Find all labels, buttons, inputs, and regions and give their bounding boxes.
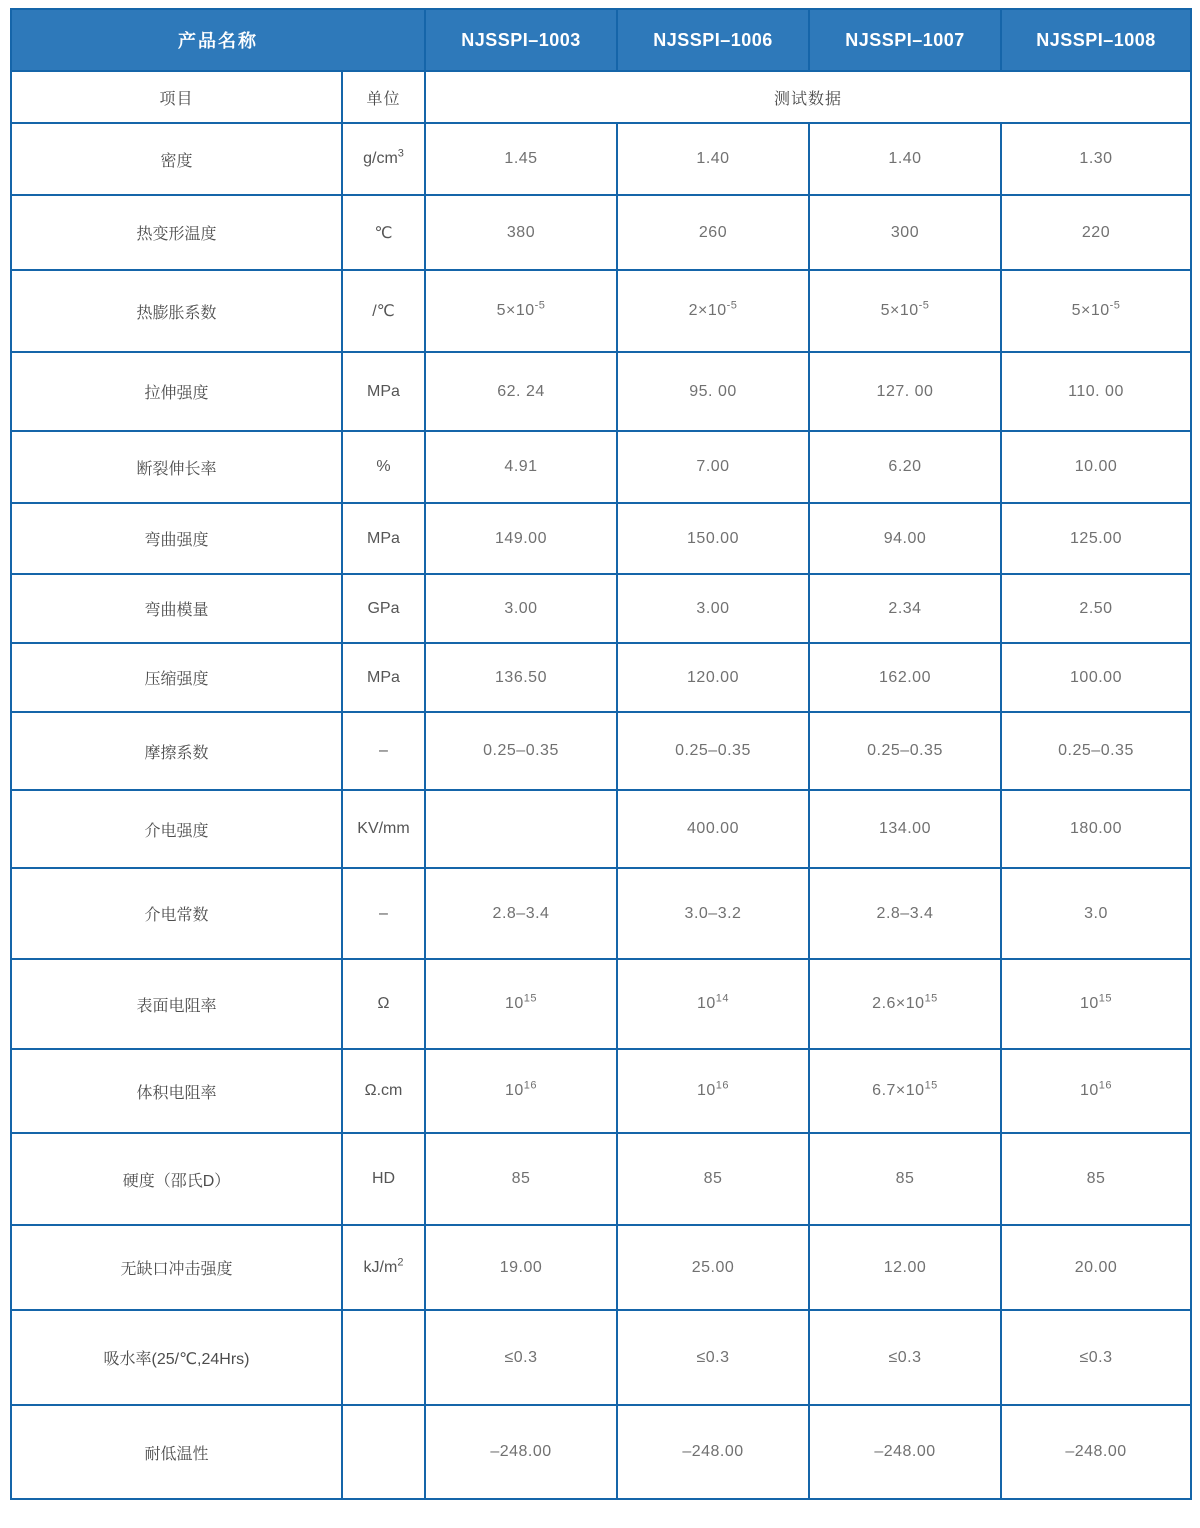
value-cell: $2.6\times 10^{15}$ [809,959,1001,1049]
value-cell: 134.00 [809,790,1001,868]
subheader-row [11,71,1191,123]
value-cell: $5\times 10^{-5}$ [809,270,1001,352]
value-cell: 20.00 [1001,1225,1191,1310]
value-cell: 400.00 [617,790,809,868]
unit-cell: % [342,431,425,503]
item-label: 介电常数 [11,868,342,959]
value-cell: 94.00 [809,503,1001,574]
item-label: 吸水率(25/℃,24Hrs) [11,1310,342,1405]
product-header-njsspi-1007: NJSSPI–1007 [809,9,1001,71]
value-cell: 149.00 [425,503,617,574]
spec-row [11,1049,1191,1133]
value-cell: –248.00 [1001,1405,1191,1499]
value-cell: 4.91 [425,431,617,503]
unit-cell: /℃ [342,270,425,352]
unit-cell: $kJ/m^2$ [342,1225,425,1310]
unit-cell: MPa [342,503,425,574]
value-cell: 2.8–3.4 [809,868,1001,959]
value-cell: 180.00 [1001,790,1191,868]
item-label: 弯曲模量 [11,574,342,643]
value-cell: 150.00 [617,503,809,574]
value-cell: 3.00 [617,574,809,643]
value-cell: 136.50 [425,643,617,712]
value-cell [425,790,617,868]
value-cell: $2\times 10^{-5}$ [617,270,809,352]
spec-table-body [11,123,1191,1499]
item-label: 表面电阻率 [11,959,342,1049]
spec-row [11,574,1191,643]
unit-cell: – [342,868,425,959]
value-cell: 85 [425,1133,617,1225]
unit-cell: ℃ [342,195,425,270]
value-cell: –248.00 [809,1405,1001,1499]
item-column-header: 项目 [11,71,342,123]
value-cell: 0.25–0.35 [1001,712,1191,790]
value-cell: ≤0.3 [1001,1310,1191,1405]
spec-row [11,1133,1191,1225]
item-label: 耐低温性 [11,1405,342,1499]
item-label: 弯曲强度 [11,503,342,574]
unit-cell: Ω.cm [342,1049,425,1133]
spec-row [11,868,1191,959]
value-cell: 2.8–3.4 [425,868,617,959]
value-cell: 1.30 [1001,123,1191,195]
value-cell: $10^{15}$ [425,959,617,1049]
item-label: 体积电阻率 [11,1049,342,1133]
value-cell: 3.0 [1001,868,1191,959]
value-cell: 6.20 [809,431,1001,503]
unit-column-header: 单位 [342,71,425,123]
value-cell: 10.00 [1001,431,1191,503]
value-cell: $6.7\times 10^{15}$ [809,1049,1001,1133]
item-label: 断裂伸长率 [11,431,342,503]
value-cell: 0.25–0.35 [617,712,809,790]
value-cell: 300 [809,195,1001,270]
value-cell: 380 [425,195,617,270]
item-label: 硬度（邵氏D） [11,1133,342,1225]
value-cell: 19.00 [425,1225,617,1310]
value-cell: 3.0–3.2 [617,868,809,959]
value-cell: 95. 00 [617,352,809,431]
value-cell: $10^{16}$ [1001,1049,1191,1133]
spec-row [11,352,1191,431]
unit-cell: Ω [342,959,425,1049]
value-cell: $10^{14}$ [617,959,809,1049]
value-cell: $5\times 10^{-5}$ [1001,270,1191,352]
product-header-njsspi-1003: NJSSPI–1003 [425,9,617,71]
spec-row [11,959,1191,1049]
value-cell: 220 [1001,195,1191,270]
item-label: 拉伸强度 [11,352,342,431]
value-cell: $5\times 10^{-5}$ [425,270,617,352]
product-name-header: 产品名称 [11,9,425,71]
item-label: 压缩强度 [11,643,342,712]
product-header-njsspi-1006: NJSSPI–1006 [617,9,809,71]
value-cell: 1.40 [617,123,809,195]
spec-row [11,1225,1191,1310]
spec-row [11,270,1191,352]
item-label: 介电强度 [11,790,342,868]
product-header-njsspi-1008: NJSSPI–1008 [1001,9,1191,71]
value-cell: 260 [617,195,809,270]
spec-table [10,8,1192,1500]
item-label: 热膨胀系数 [11,270,342,352]
value-cell: ≤0.3 [617,1310,809,1405]
unit-cell: MPa [342,643,425,712]
value-cell: 2.34 [809,574,1001,643]
value-cell: 7.00 [617,431,809,503]
unit-cell [342,1405,425,1499]
value-cell: 85 [1001,1133,1191,1225]
value-cell: 1.45 [425,123,617,195]
value-cell: 100.00 [1001,643,1191,712]
value-cell: $10^{16}$ [425,1049,617,1133]
product-header-row [11,9,1191,71]
unit-cell: KV/mm [342,790,425,868]
value-cell: 2.50 [1001,574,1191,643]
spec-row [11,503,1191,574]
value-cell: 0.25–0.35 [425,712,617,790]
value-cell: 127. 00 [809,352,1001,431]
unit-cell [342,1310,425,1405]
value-cell: 1.40 [809,123,1001,195]
spec-row [11,123,1191,195]
spec-row [11,195,1191,270]
value-cell: ≤0.3 [809,1310,1001,1405]
value-cell: 110. 00 [1001,352,1191,431]
value-cell: ≤0.3 [425,1310,617,1405]
value-cell: 162.00 [809,643,1001,712]
value-cell: 0.25–0.35 [809,712,1001,790]
unit-cell: MPa [342,352,425,431]
spec-row [11,790,1191,868]
item-label: 摩擦系数 [11,712,342,790]
item-label: 密度 [11,123,342,195]
spec-row [11,643,1191,712]
spec-row [11,1310,1191,1405]
unit-cell: HD [342,1133,425,1225]
value-cell: 12.00 [809,1225,1001,1310]
item-label: 无缺口冲击强度 [11,1225,342,1310]
value-cell: –248.00 [617,1405,809,1499]
spec-row [11,1405,1191,1499]
value-cell: 120.00 [617,643,809,712]
value-cell: $10^{15}$ [1001,959,1191,1049]
test-data-header: 测试数据 [425,71,1191,123]
value-cell: 62. 24 [425,352,617,431]
unit-cell: $g/cm^3$ [342,123,425,195]
value-cell: 85 [617,1133,809,1225]
spec-row [11,712,1191,790]
unit-cell: – [342,712,425,790]
value-cell: 3.00 [425,574,617,643]
value-cell: –248.00 [425,1405,617,1499]
value-cell: 125.00 [1001,503,1191,574]
spec-row [11,431,1191,503]
value-cell: 85 [809,1133,1001,1225]
value-cell: 25.00 [617,1225,809,1310]
unit-cell: GPa [342,574,425,643]
item-label: 热变形温度 [11,195,342,270]
value-cell: $10^{16}$ [617,1049,809,1133]
